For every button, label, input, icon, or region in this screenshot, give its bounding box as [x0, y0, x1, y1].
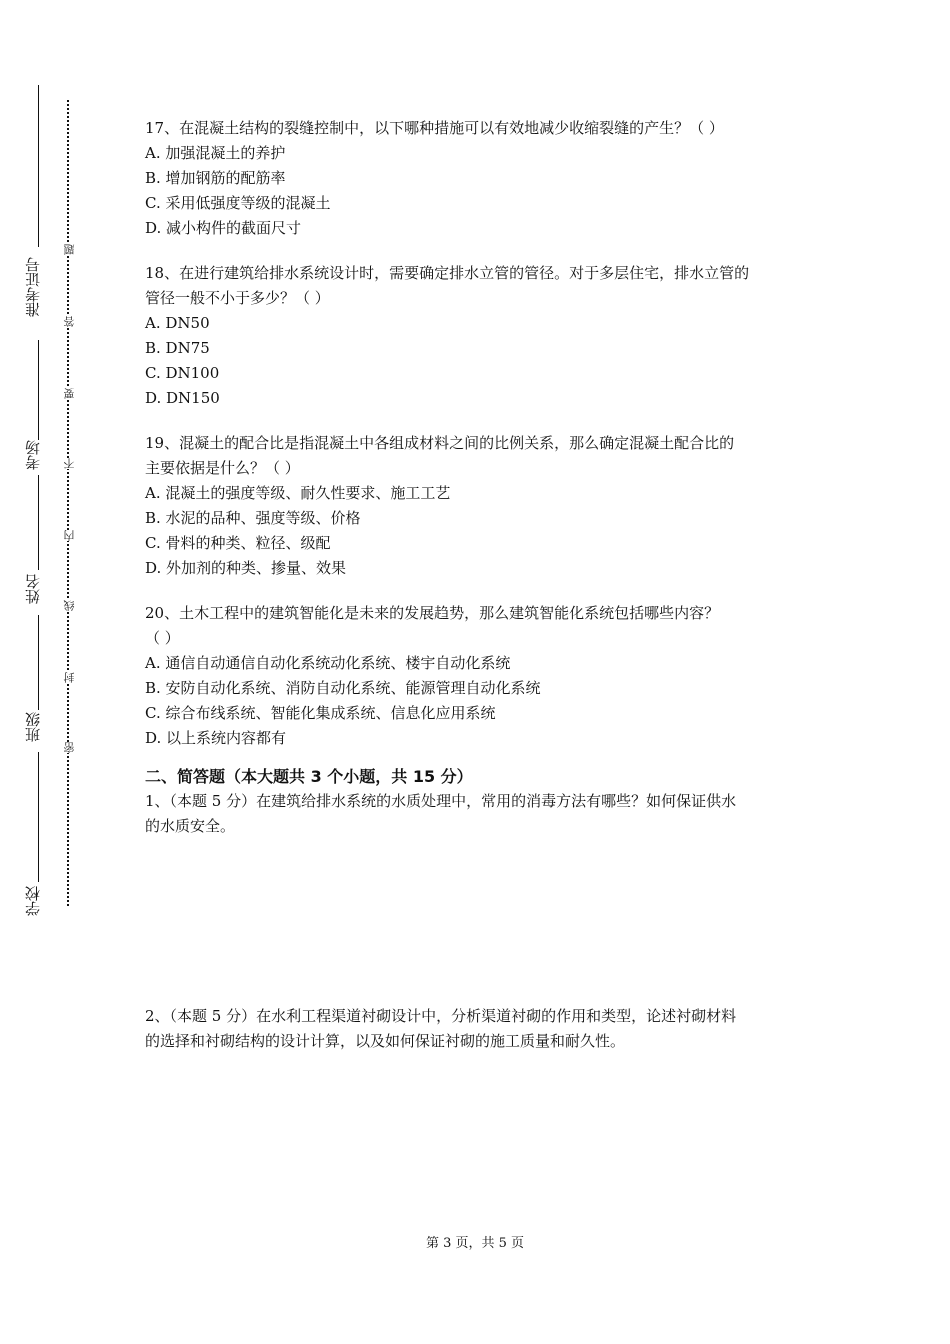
- option-a: A. 加强混凝土的养护: [145, 144, 286, 162]
- margin-line: [38, 340, 39, 440]
- option-b: B. 增加钢筋的配筋率: [145, 169, 286, 187]
- question-stem: 19、混凝土的配合比是指混凝土中各组成材料之间的比例关系，那么确定混凝土配合比的: [145, 434, 735, 452]
- question-stem: 管径一般不小于多少？（ ）: [145, 289, 330, 307]
- option-a: A. DN50: [145, 314, 210, 332]
- seal-word: 线: [63, 600, 76, 611]
- option-a: A. 通信自动通信自动化系统动化系统、楼宇自动化系统: [145, 654, 511, 672]
- question-stem: 20、土木工程中的建筑智能化是未来的发展趋势，那么建筑智能化系统包括哪些内容？: [145, 604, 720, 622]
- option-c: C. 骨料的种类、粒径、级配: [145, 534, 331, 552]
- section-title: 二、简答题（本大题共 3 个小题，共 15 分）: [145, 767, 473, 786]
- option-c: C. 采用低强度等级的混凝土: [145, 194, 331, 212]
- question-20: [145, 601, 815, 751]
- seal-dotted-line: [67, 100, 69, 906]
- option-a: A. 混凝土的强度等级、耐久性要求、施工工艺: [145, 484, 451, 502]
- option-d: D. 以上系统内容都有: [145, 729, 287, 747]
- field-class-label: 班级: [24, 712, 42, 742]
- option-d: D. DN150: [145, 389, 220, 407]
- field-ticket-number-label: 准考证号: [24, 257, 42, 317]
- short-answer-text: 2、（本题 5 分）在水利工程渠道衬砌设计中，分析渠道衬砌的作用和类型，论述衬砌材料: [145, 1007, 737, 1025]
- exam-content: [145, 116, 815, 1054]
- page-number: 第 3 页，共 5 页: [425, 1236, 525, 1251]
- field-exam-room-label: 考场: [24, 440, 42, 470]
- short-answer-text: 的选择和衬砌结构的设计计算，以及如何保证衬砌的施工质量和耐久性。: [145, 1032, 626, 1050]
- seal-word: 不: [63, 458, 76, 469]
- seal-word: 密: [63, 742, 76, 753]
- question-stem: （ ）: [145, 629, 180, 647]
- margin-line: [38, 85, 39, 247]
- option-c: C. DN100: [145, 364, 220, 382]
- seal-word: 题: [63, 244, 76, 255]
- seal-word: 内: [63, 530, 76, 541]
- option-c: C. 综合布线系统、智能化集成系统、信息化应用系统: [145, 704, 496, 722]
- margin-line: [38, 615, 39, 710]
- question-stem: 18、在进行建筑给排水系统设计时，需要确定排水立管的管径。对于多层住宅，排水立管的: [145, 264, 750, 282]
- option-d: D. 外加剂的种类、掺量、效果: [145, 559, 347, 577]
- short-answer-1: [145, 789, 815, 839]
- question-17: [145, 116, 815, 241]
- question-stem: 17、在混凝土结构的裂缝控制中，以下哪种措施可以有效地减少收缩裂缝的产生？（ ）: [145, 119, 724, 137]
- seal-word: 答: [63, 316, 76, 327]
- short-answer-2: [145, 1004, 815, 1054]
- option-d: D. 减小构件的截面尺寸: [145, 219, 302, 237]
- short-answer-text: 1、（本题 5 分）在建筑给排水系统的水质处理中，常用的消毒方法有哪些？如何保证供水: [145, 792, 737, 810]
- short-answer-text: 的水质安全。: [145, 817, 236, 835]
- margin-line: [38, 475, 39, 570]
- question-stem: 主要依据是什么？（ ）: [145, 459, 300, 477]
- option-b: B. DN75: [145, 339, 210, 357]
- question-19: [145, 431, 815, 581]
- seal-word: 要: [63, 388, 76, 399]
- margin-line: [38, 752, 39, 882]
- field-name-label: 姓名: [24, 574, 42, 604]
- option-b: B. 安防自动化系统、消防自动化系统、能源管理自动化系统: [145, 679, 541, 697]
- question-18: [145, 261, 815, 411]
- option-b: B. 水泥的品种、强度等级、价格: [145, 509, 361, 527]
- field-school-label: 学校: [24, 886, 42, 916]
- answer-space: [145, 839, 815, 1004]
- seal-word: 封: [63, 672, 76, 683]
